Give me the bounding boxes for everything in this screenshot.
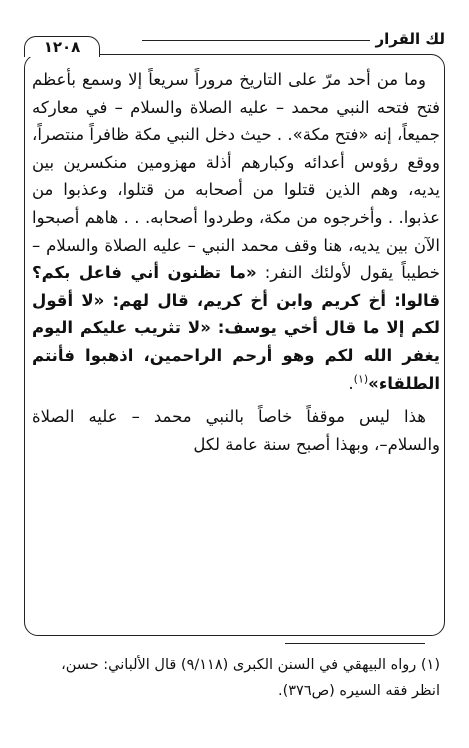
- paragraph-1: [32, 66, 440, 397]
- quoted-speech: «ما تظنون أني فاعل بكم؟ قالوا: أخ كريم وابن أخ كريم، قال لهم: «لا أقول لكم إلا ما قال أخي يوسف: «لا تثريب عليكم اليوم يغفر الله لكم وهو أرحم الراحمين، اذهبوا فأنتم الطلقاء»: [32, 263, 440, 393]
- footnote-text: (١) رواه البيهقي في السنن الكبرى (٩/١١٨) قال الألباني: حسن، انظر فقه السيره (ص٣٧٦).: [61, 657, 440, 699]
- paragraph-1-end: .: [348, 373, 354, 393]
- page-number: ١٢٠٨: [24, 36, 100, 57]
- footnote-separator: [285, 643, 425, 644]
- main-text: [32, 66, 440, 458]
- footnote-ref: (١): [353, 372, 369, 386]
- footnote: [30, 652, 440, 704]
- book-title: لك القرار: [375, 30, 445, 48]
- paragraph-1-text: وما من أحد مرّ على التاريخ مروراً سريعاً إلا وسمع بأعظم فتح فتحه النبي محمد – عليه الصلاة والسلام – في معاركه جميعاً، إنه «فتح مكة». . حيث دخل النبي مكة ظافراً منتصراً، ووقع رؤوس أعدائه وكبارهم أذلة مهزومين منكسرين بين يديه، وهم الذين قتلوا من أصحابه من قتلوا، وعذبوا من عذبوا. . وأخرجوه من مكة، وطردوا أصحابه. . . هاهم أصبحوا الآن بين يديه، هنا وقف محمد النبي – عليه الصلاة والسلام – خطيباً يقول لأولئك النفر:: [32, 70, 440, 283]
- header-rule: [142, 40, 370, 41]
- paragraph-2: هذا ليس موقفاً خاصاً بالنبي محمد – عليه الصلاة والسلام–، وبهذا أصبح سنة عامة لكل: [32, 407, 440, 454]
